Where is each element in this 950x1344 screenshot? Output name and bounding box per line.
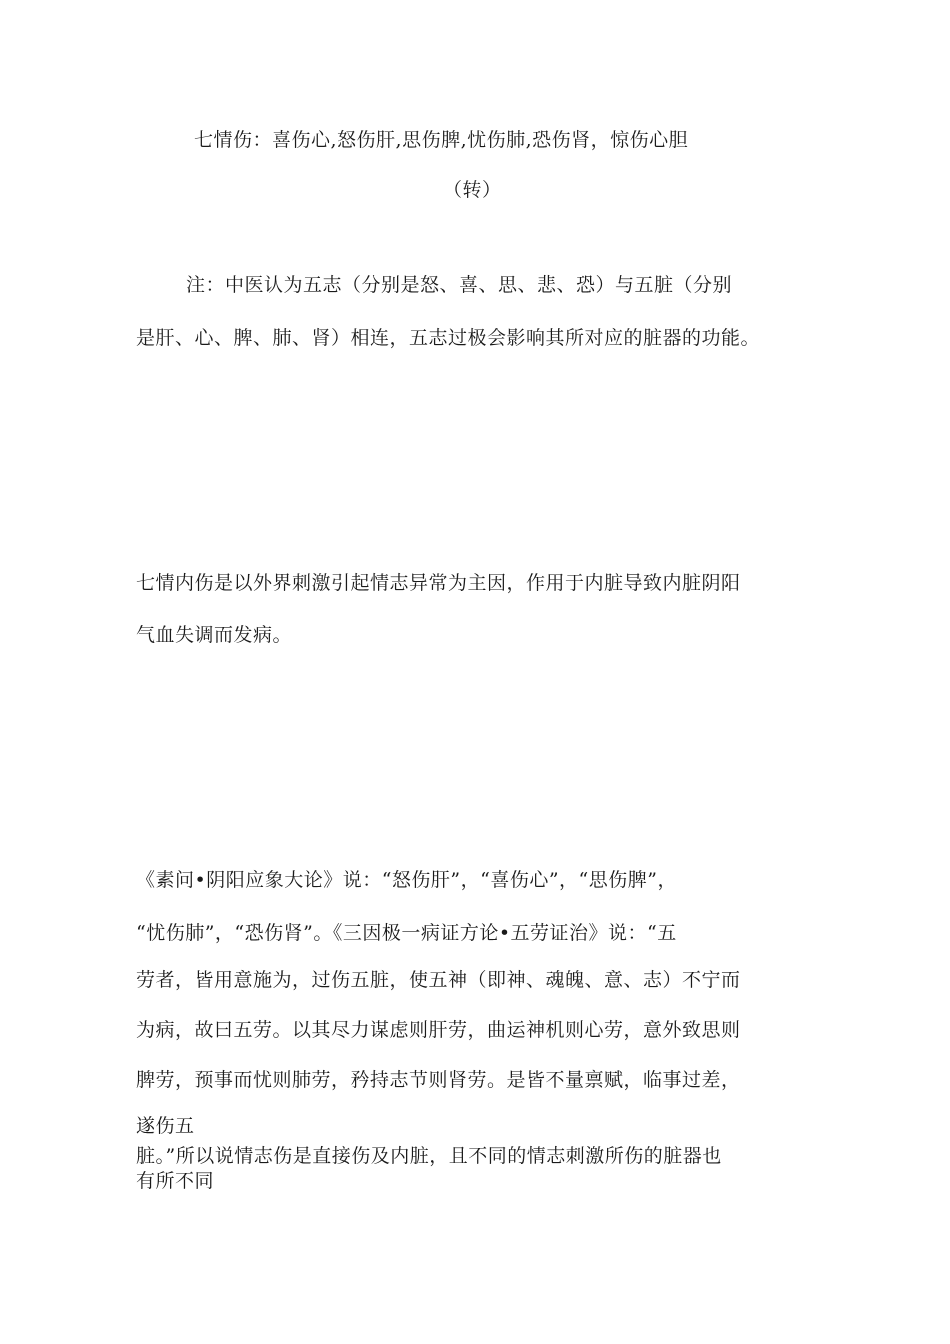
paragraph-2-line-6: 遂伤五 — [136, 1115, 195, 1137]
paragraph-2-line-1: 《素问•阴阳应象大论》说：“怒伤肝”，“喜伤心”，“思伤脾”， — [136, 869, 677, 891]
paragraph-2-line-3: 劳者，皆用意施为，过伤五脏，使五神（即神、魂魄、意、志）不宁而 — [136, 969, 741, 991]
paragraph-1-line-2: 气血失调而发病。 — [136, 624, 293, 646]
paragraph-1-line-1: 七情内伤是以外界刺激引起情志异常为主因，作用于内脏导致内脏阴阳 — [136, 572, 741, 594]
paragraph-2-line-5: 脾劳，预事而忧则肺劳，矜持志节则肾劳。是皆不量禀赋，临事过差， — [136, 1069, 741, 1091]
document-title: 七情伤：喜伤心,怒伤肝,思伤脾,忧伤肺,恐伤肾，惊伤心胆 — [194, 129, 689, 151]
paragraph-2-line-7: 脏。”所以说情志伤是直接伤及内脏，且不同的情志刺激所伤的脏器也 — [136, 1145, 722, 1167]
paragraph-2-line-4: 为病，故曰五劳。以其尽力谋虑则肝劳，曲运神机则心劳，意外致思则 — [136, 1019, 741, 1041]
note-line-1: 注：中医认为五志（分别是怒、喜、思、悲、恐）与五脏（分别 — [186, 274, 733, 296]
note-line-2: 是肝、心、脾、肺、肾）相连，五志过极会影响其所对应的脏器的功能。 — [136, 327, 761, 349]
document-subtitle: （转） — [443, 179, 502, 201]
paragraph-2-line-2: “忧伤肺”，“恐伤肾”。《三因极一病证方论•五劳证治》说：“五 — [136, 922, 677, 944]
paragraph-2-line-8: 有所不同 — [136, 1170, 215, 1192]
